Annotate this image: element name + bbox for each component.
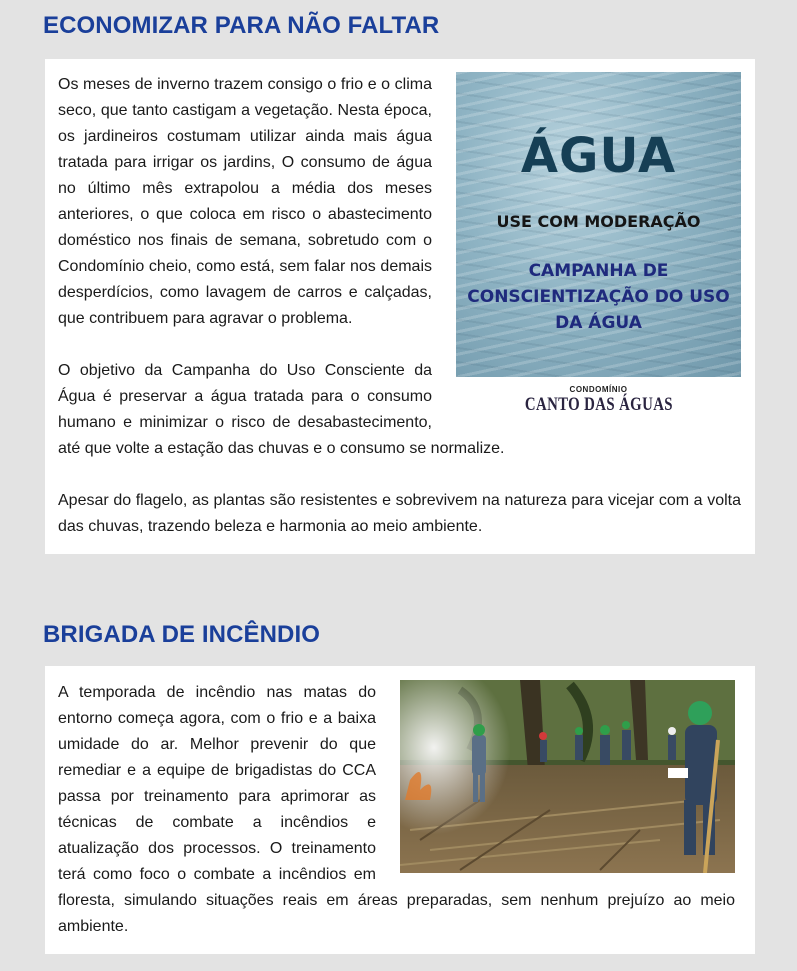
section-title-water: ECONOMIZAR PARA NÃO FALTAR	[43, 12, 440, 39]
poster-subtitle: USE COM MODERAÇÃO	[496, 212, 701, 231]
paragraph: A temporada de incêndio nas matas do entorno começa agora, com o frio e a baixa umidade do ar. Melhor prevenir do que remediar e a equipe de brigadistas do CCA passa por treinamento para aprimorar as técnicas de combate a incêndios e atualização dos processos. O treinamento terá como foco o combate a incêndios em floresta, simulando situações reais em áreas preparadas, sem nenhum prejuízo ao meio ambiente.	[58, 684, 735, 935]
fire-brigade-figure	[388, 680, 735, 873]
fire-brigade-photo	[400, 680, 735, 873]
poster-title: ÁGUA	[520, 128, 677, 184]
condominio-logo	[456, 385, 741, 416]
paragraph: Os meses de inverno trazem consigo o frio e o clima seco, que tanto castigam a vegetação. Nesta época, os jardineiros costumam utilizar ainda mais água tratada para irrigar os jardins, O consumo de água no último mês extrapolou a média dos meses anteriores, o que coloca em risco o abastecimento doméstico nos finais de semana, sobretudo com o Condomínio cheio, como está, sem falar nos demais desperdícios, como lavagem de carros e calçadas, que contribuem para agravar o problema.	[58, 76, 432, 327]
poster-campaign-line: CONSCIENTIZAÇÃO DO USO	[467, 287, 730, 307]
section-title-fire-brigade: BRIGADA DE INCÊNDIO	[43, 621, 321, 648]
paragraph: O objetivo da Campanha do Uso Consciente da Água é preservar a água tratada para o consumo humano e minimizar o risco de desabastecimento, até que volte a estação das chuvas e o consumo se normalize.	[58, 362, 505, 457]
logo-top-text: CONDOMÍNIO	[569, 385, 628, 394]
fire-brigade-article-card	[45, 666, 755, 954]
water-campaign-poster	[456, 72, 741, 377]
water-campaign-figure	[444, 72, 741, 416]
water-article-card	[45, 59, 755, 554]
logo-name-text: CANTO DAS ÁGUAS	[524, 394, 673, 415]
poster-campaign-line: CAMPANHA DE	[528, 261, 669, 281]
poster-campaign-line: DA ÁGUA	[555, 313, 642, 333]
poster-campaign-text	[456, 258, 741, 336]
paragraph: Apesar do flagelo, as plantas são resistentes e sobrevivem na natureza para vicejar com a volta das chuvas, trazendo beleza e harmonia ao meio ambiente.	[58, 492, 741, 535]
